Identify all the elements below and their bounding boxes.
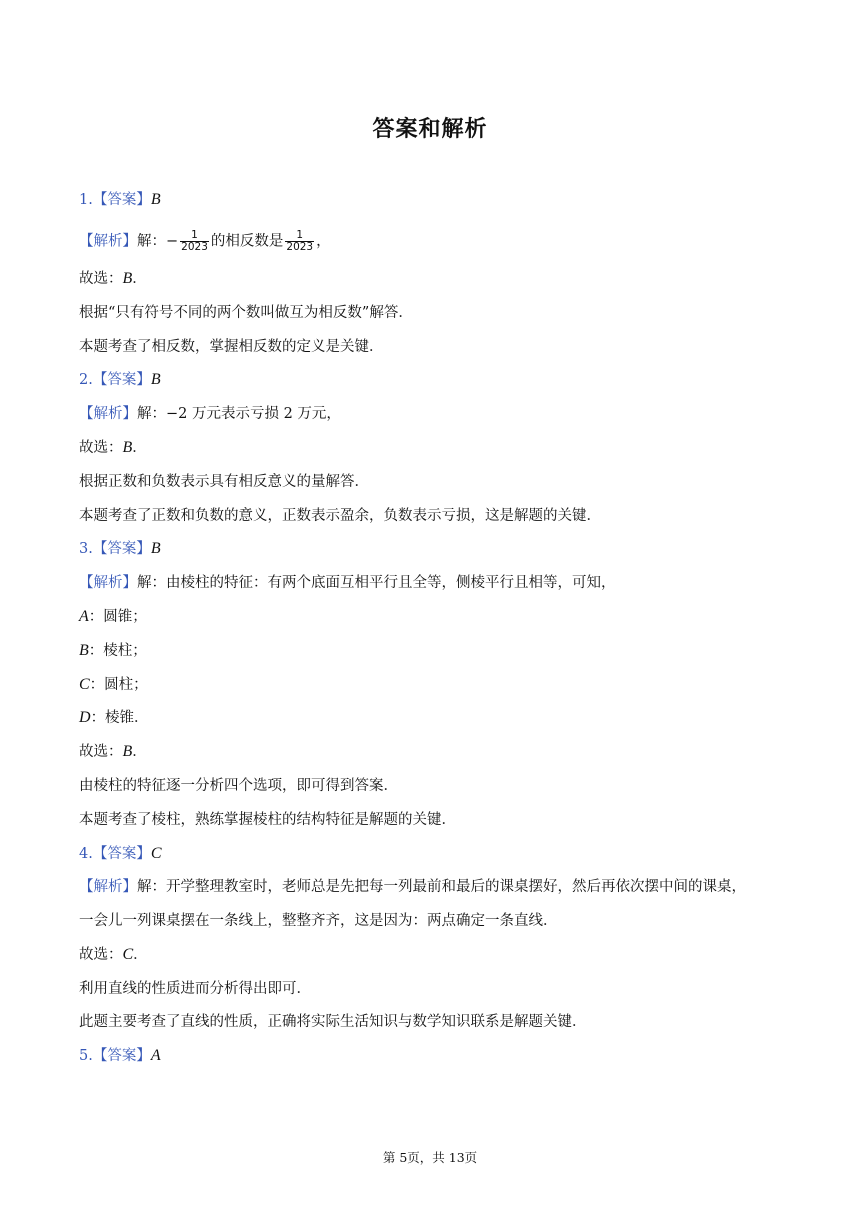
option-line-d: D：棱锥． xyxy=(79,709,149,726)
fraction: $\frac{1}{2023}$ xyxy=(286,229,314,253)
basis-line-1: 根据“只有符号不同的两个数叫做互为相反数”解答． xyxy=(79,305,413,321)
fraction: $\frac{1}{2023}$ xyxy=(181,229,208,253)
basis-line-4: 利用直线的性质进而分析得出即可． xyxy=(79,981,311,997)
analysis-line-3: 【解析】解：由棱柱的特征：有两个底面互相平行且全等，侧棱平行且相等，可知， xyxy=(79,575,616,591)
choose-line-4: 故选：C． xyxy=(79,946,148,963)
option-line-a: A：圆锥； xyxy=(79,608,147,625)
answer-letter: B xyxy=(150,191,161,208)
analysis-line-2: 【解析】解：−2 万元表示亏损 2 万元， xyxy=(79,406,341,422)
basis-line-3: 由棱柱的特征逐一分析四个选项，即可得到答案． xyxy=(79,778,398,794)
analysis-label: 【解析】 xyxy=(79,233,137,250)
answer-line-4: 4.【答案】C xyxy=(79,845,162,862)
basis-line-2: 根据正数和负数表示具有相反意义的量解答． xyxy=(79,474,369,490)
summary-line-3: 本题考查了棱柱，熟练掌握棱柱的结构特征是解题的关键． xyxy=(79,812,456,828)
page-footer: 第 5页，共 13页 xyxy=(382,1150,478,1165)
analysis-line-4: 【解析】解：开学整理教室时，老师总是先把每一列最前和最后的课桌摆好，然后再依次摆中间的课桌， xyxy=(79,879,746,895)
answer-line-5: 5.【答案】A xyxy=(79,1047,161,1064)
answer-line-2: 2.【答案】B xyxy=(79,371,161,388)
summary-line-2: 本题考查了正数和负数的意义，正数表示盈余，负数表示亏损，这是解题的关键． xyxy=(79,508,601,524)
option-line-b: B：棱柱； xyxy=(79,642,147,659)
summary-line-1: 本题考查了相反数，掌握相反数的定义是关键． xyxy=(79,339,384,355)
analysis-line-1: 【解析】解：− $\frac{1}{2023}$ 的相反数是 $\frac{1}{2023}$ ， xyxy=(79,229,331,253)
analysis-line-4b: 一会儿一列课桌摆在一条线上，整整齐齐，这是因为：两点确定一条直线． xyxy=(79,913,558,929)
choose-line-3: 故选：B． xyxy=(79,743,147,760)
summary-line-4: 此题主要考查了直线的性质，正确将实际生活知识与数学知识联系是解题关键． xyxy=(79,1014,587,1030)
choose-line-1: 故选：B． xyxy=(79,270,147,287)
answer-label: 1.【答案】 xyxy=(79,192,151,208)
answer-line-3: 3.【答案】B xyxy=(79,540,161,557)
answer-line-1 xyxy=(79,190,161,210)
option-line-c: C：圆柱； xyxy=(79,676,148,693)
page-title: 答案和解析 xyxy=(372,117,488,142)
choose-line-2: 故选：B． xyxy=(79,439,147,456)
